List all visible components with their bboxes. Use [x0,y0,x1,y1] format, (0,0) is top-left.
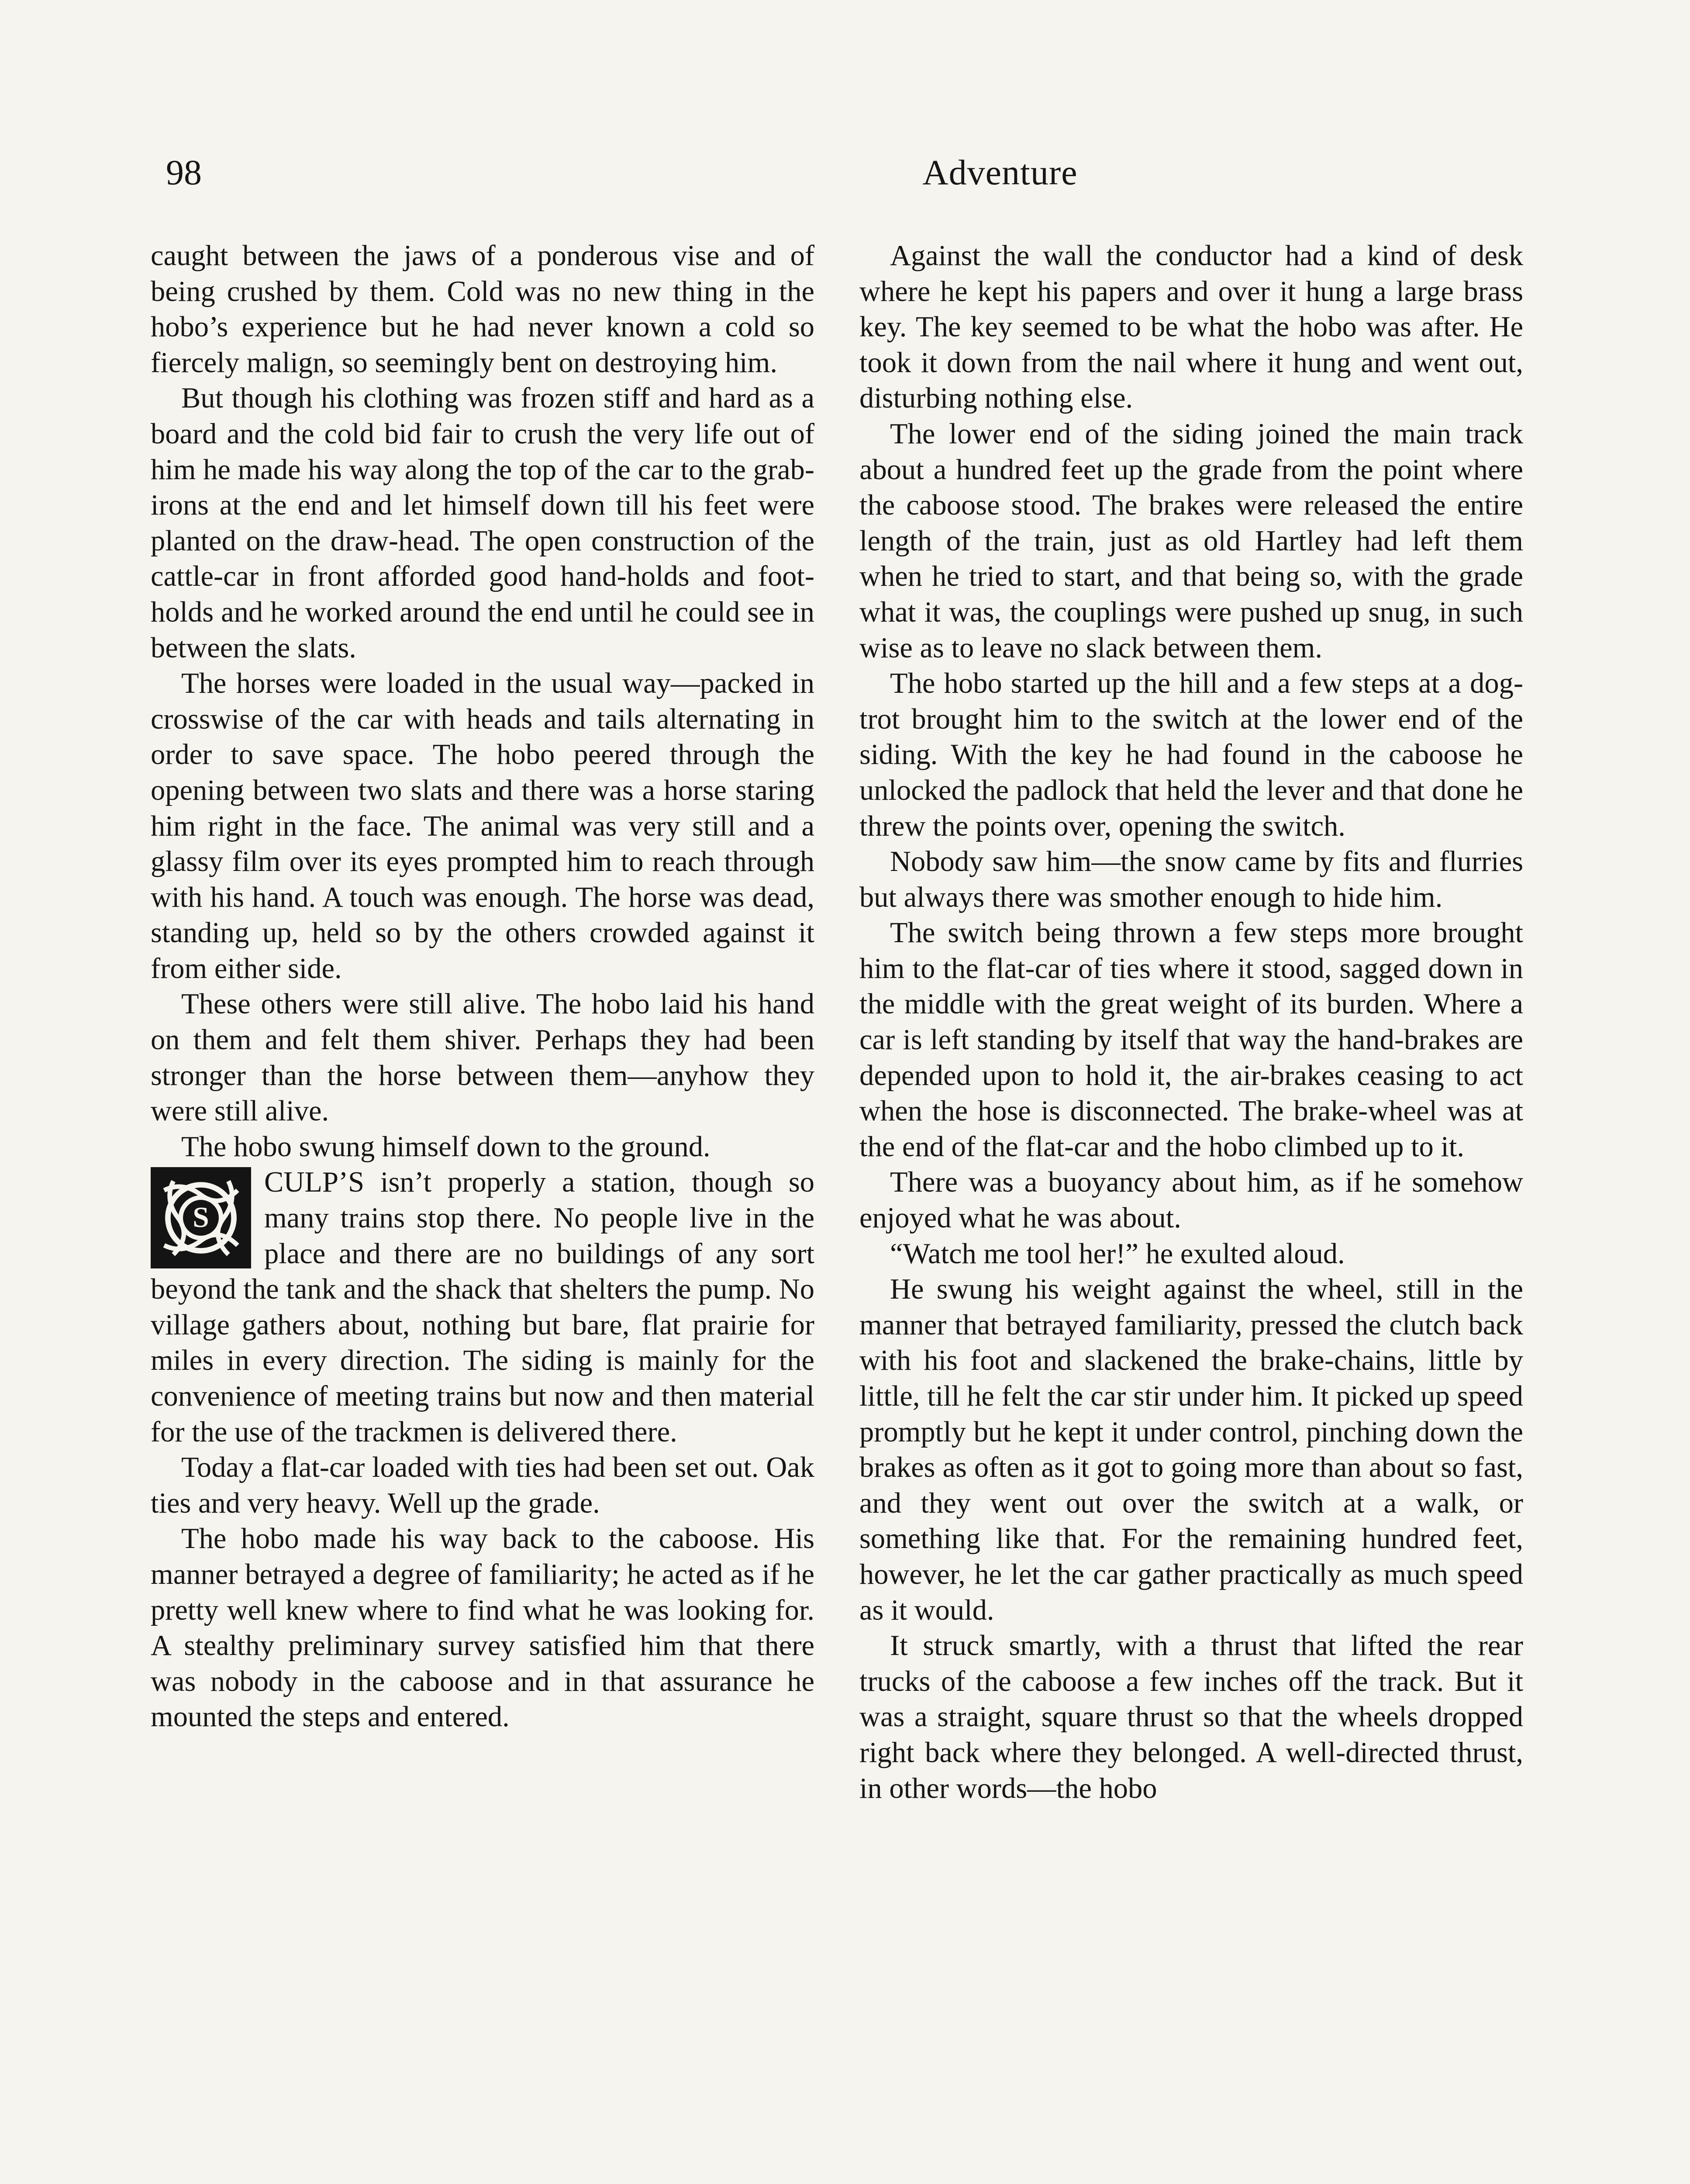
paragraph: These others were still alive. The hobo laid his hand on them and felt them shiver. Perhaps they had been stronger than the horse between them—anyhow they were still alive. [151,988,814,1127]
paragraph: The hobo made his way back to the caboose. His manner betrayed a degree of familiarity; he acted as if he pretty well knew where to find what he was looking for. A stealthy preliminary survey satisfied him that there was nobody in the caboose and in that assurance he mounted the steps and entered. [151,1523,814,1733]
paragraph: The hobo swung himself down to the ground. [181,1130,710,1163]
section-start-paragraph [151,1165,814,1450]
paragraph: Nobody saw him—the snow came by fits and flurries but always there was smother enough to hide him. [859,846,1523,913]
paragraph: “Watch me tool her!” he exulted aloud. [890,1237,1345,1270]
knotwork-ornament-icon [155,1171,247,1264]
running-title: Adventure [922,152,1078,192]
paragraph: Against the wall the conductor had a kind of desk where he kept his papers and over it hung a large brass key. The key seemed to be what the hobo was after. He took it down from the nail where it hung and went out, disturbing nothing else. [859,240,1523,415]
paragraph: But though his clothing was frozen stiff and hard as a board and the cold bid fair to crush the very life out of him he made his way along the top of the car to the grab-irons at the end and let himself down till his feet were planted on the draw-head. The open construction of the cattle-car in front afforded good hand-holds and foot-holds and he worked around the end until he could see in between the slats. [151,382,814,664]
paragraph: The switch being thrown a few steps more brought him to the flat-car of ties where it stood, sagged down in the middle with the great weight of its burden. Where a car is left standing by itself that way the hand-brakes are depended upon to hold it, the air-brakes ceasing to act when the hose is disconnected. The brake-wheel was at the end of the flat-car and the hobo climbed up to it. [859,917,1523,1163]
page-number: 98 [166,152,202,192]
left-column [151,238,814,2184]
paragraph: Today a flat-car loaded with ties had been set out. Oak ties and very heavy. Well up the grade. [151,1451,814,1519]
decorative-drop-cap-icon [151,1167,251,1268]
paragraph: He swung his weight against the wheel, still in the manner that betrayed familiarity, pressed the clutch back with his foot and slackened the brake-chains, little by little, till he felt the car stir under him. It picked up speed promptly but he kept it under control, pinching down the brakes as often as it got to going more than about so fast, and they went out over the switch at a walk, or something like that. For the remaining hundred feet, however, he let the car gather practically as much speed as it would. [859,1273,1523,1626]
initial-letter: S [193,1201,209,1234]
section-text: CULP’S isn’t properly a station, though so many trains stop there. No people live in the place and there are no buildings of any sort beyond the tank and the shack that shelters the pump. No village gathers about, nothing but bare, flat prairie for miles in every direction. The siding is mainly for the convenience of meeting trains but now and then material for the use of the trackmen is delivered there. [151,1166,814,1448]
paragraph: The hobo started up the hill and a few steps at a dog-trot brought him to the switch at the lower end of the siding. With the key he had found in the caboose he unlocked the padlock that held the lever and that done he threw the points over, opening the switch. [859,667,1523,842]
paragraph: It struck smartly, with a thrust that lifted the rear trucks of the caboose a few inches off the track. But it was a straight, square thrust so that the wheels dropped right back where they belonged. A well-directed thrust, in other words—the hobo [859,1630,1523,1804]
page-header [166,144,1078,201]
right-column [859,238,1523,2184]
paragraph: caught between the jaws of a ponderous vise and of being crushed by them. Cold was no new thing in the hobo’s experience but he had never known a cold so fiercely malign, so seemingly bent on destroying him. [151,240,814,379]
paragraph: The horses were loaded in the usual way—packed in crosswise of the car with heads and tails alternating in order to save space. The hobo peered through the opening between two slats and there was a horse staring him right in the face. The animal was very still and a glassy film over its eyes prompted him to reach through with his hand. A touch was enough. The horse was dead, standing up, held so by the others crowded against it from either side. [151,667,814,985]
paragraph: The lower end of the siding joined the main track about a hundred feet up the grade from the point where the caboose stood. The brakes were released the entire length of the train, just as old Hartley had left them when he tried to start, and that being so, with the grade what it was, the couplings were pushed up snug, in such wise as to leave no slack between them. [859,418,1523,664]
paragraph: There was a buoyancy about him, as if he somehow enjoyed what he was about. [859,1166,1523,1234]
